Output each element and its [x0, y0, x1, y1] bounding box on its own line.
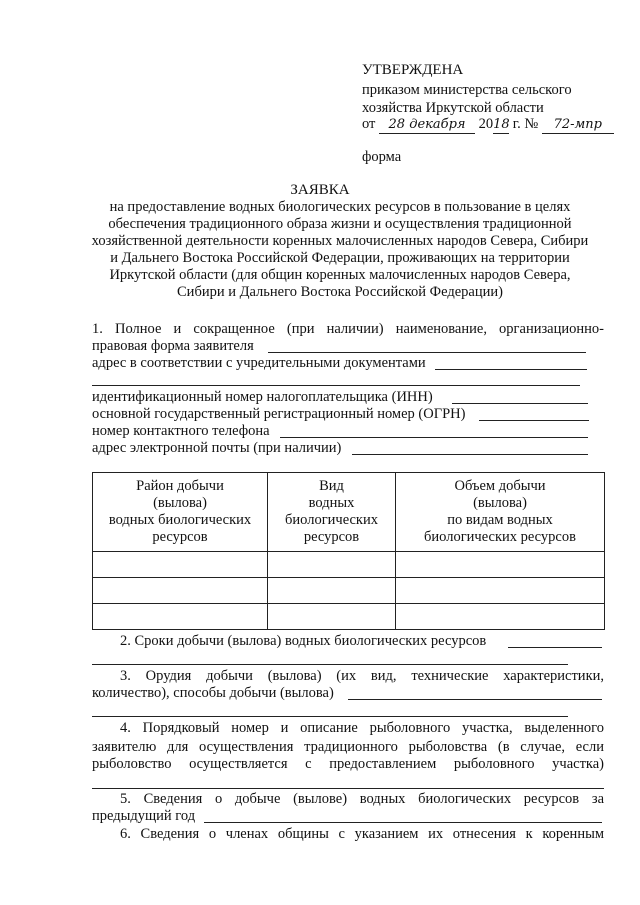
table-header-row: [93, 473, 605, 552]
table-cell[interactable]: [93, 604, 268, 630]
section1-line2: правовая форма заявителя: [92, 338, 254, 354]
table-cell[interactable]: [396, 604, 605, 630]
section3-line1: 3. Орудия добычи (вылова) (их вид, технические характеристики,: [120, 668, 604, 684]
ogrn-field[interactable]: [479, 420, 589, 421]
table-cell[interactable]: [93, 578, 268, 604]
approval-stamp: УТВЕРЖДЕНА: [362, 62, 464, 78]
section4-line3: рыболовство осуществляется с предоставлением рыболовного участка): [92, 756, 604, 772]
header-text: водных: [308, 495, 355, 511]
table-row: [93, 552, 605, 578]
inn-field[interactable]: [452, 403, 588, 404]
section2-field-continued[interactable]: [92, 664, 568, 665]
section5-line2: предыдущий год: [92, 808, 196, 824]
section3-field-continued[interactable]: [92, 716, 568, 717]
subtitle-line: на предоставление водных биологических ресурсов в пользование в целях: [109, 199, 571, 215]
address-label: адрес в соответствии с учредительными документами: [92, 355, 426, 371]
table-row: [93, 604, 605, 630]
from-prefix: от: [362, 116, 376, 132]
header-text: водных биологических: [108, 512, 252, 528]
approval-date-line: [362, 116, 614, 134]
section5-field[interactable]: [204, 822, 602, 823]
header-volume: [396, 473, 605, 552]
applicant-name-field[interactable]: [268, 352, 586, 353]
header-text: Вид: [319, 478, 344, 494]
section2-text: 2. Сроки добычи (вылова) водных биологических ресурсов: [120, 633, 487, 649]
phone-label: номер контактного телефона: [92, 423, 270, 439]
section3-line2: количество), способы добычи (вылова): [92, 685, 334, 701]
email-label: адрес электронной почты (при наличии): [92, 440, 342, 456]
table-cell[interactable]: [396, 578, 605, 604]
number-prefix: г. №: [512, 116, 539, 132]
ogrn-label: основной государственный регистрационный номер (ОГРН): [92, 406, 466, 422]
section1-line1: 1. Полное и сокращенное (при наличии) наименование, организационно-: [92, 321, 604, 337]
header-text: Район добычи: [136, 478, 224, 494]
section5-line1: 5. Сведения о добыче (вылове) водных биологических ресурсов за: [120, 791, 604, 807]
header-text: ресурсов: [152, 529, 208, 545]
table-row: [93, 578, 605, 604]
header-text: (вылова): [473, 495, 527, 511]
section6-line1: 6. Сведения о членах общины с указанием их отнесения к коренным: [120, 826, 604, 842]
header-text: по видам водных: [447, 512, 553, 528]
phone-field[interactable]: [280, 437, 588, 438]
table-cell[interactable]: [396, 552, 605, 578]
table-cell[interactable]: [93, 552, 268, 578]
header-text: (вылова): [153, 495, 207, 511]
header-text: биологических: [285, 512, 378, 528]
document-title: ЗАЯВКА: [290, 182, 350, 198]
email-field[interactable]: [352, 454, 588, 455]
handwritten-number: 72-мпр: [542, 116, 614, 134]
subtitle-line: обеспечения традиционного образа жизни и осуществления традиционной: [108, 216, 572, 232]
address-field[interactable]: [435, 369, 587, 370]
inn-label: идентификационный номер налогоплательщика (ИНН): [92, 389, 433, 405]
document-subtitle: [60, 199, 620, 301]
subtitle-line: Иркутской области (для общин коренных малочисленных народов Севера,: [109, 267, 571, 283]
approval-order-line1: приказом министерства сельского: [362, 82, 572, 98]
subtitle-line: Сибири и Дальнего Востока Российской Федерации): [177, 284, 503, 300]
header-text: Объем добычи: [454, 478, 546, 494]
approval-order-line2: хозяйства Иркутской области: [362, 100, 544, 116]
header-text: биологических ресурсов: [424, 529, 576, 545]
header-text: ресурсов: [303, 529, 360, 545]
table-cell[interactable]: [268, 552, 396, 578]
section4-line2: заявителю для осуществления традиционного рыболовства (в случае, если: [92, 739, 604, 755]
section4-line1: 4. Порядковый номер и описание рыболовного участка, выделенного: [120, 720, 604, 736]
section3-field[interactable]: [348, 699, 602, 700]
handwritten-date: 28 декабря: [379, 116, 475, 134]
header-species: [268, 473, 396, 552]
year-prefix: 20: [478, 116, 494, 132]
table-cell[interactable]: [268, 604, 396, 630]
resources-table: [92, 472, 605, 630]
section2-field[interactable]: [508, 647, 602, 648]
section4-field[interactable]: [92, 788, 604, 789]
subtitle-line: хозяйственной деятельности коренных малочисленных народов Севера, Сибири: [91, 233, 589, 249]
address-field-continued[interactable]: [92, 385, 580, 386]
subtitle-line: и Дальнего Востока Российской Федерации, проживающих на территории: [110, 250, 570, 266]
table-cell[interactable]: [268, 578, 396, 604]
header-district: [93, 473, 268, 552]
handwritten-year: 18: [493, 117, 510, 132]
form-label: форма: [362, 149, 402, 165]
